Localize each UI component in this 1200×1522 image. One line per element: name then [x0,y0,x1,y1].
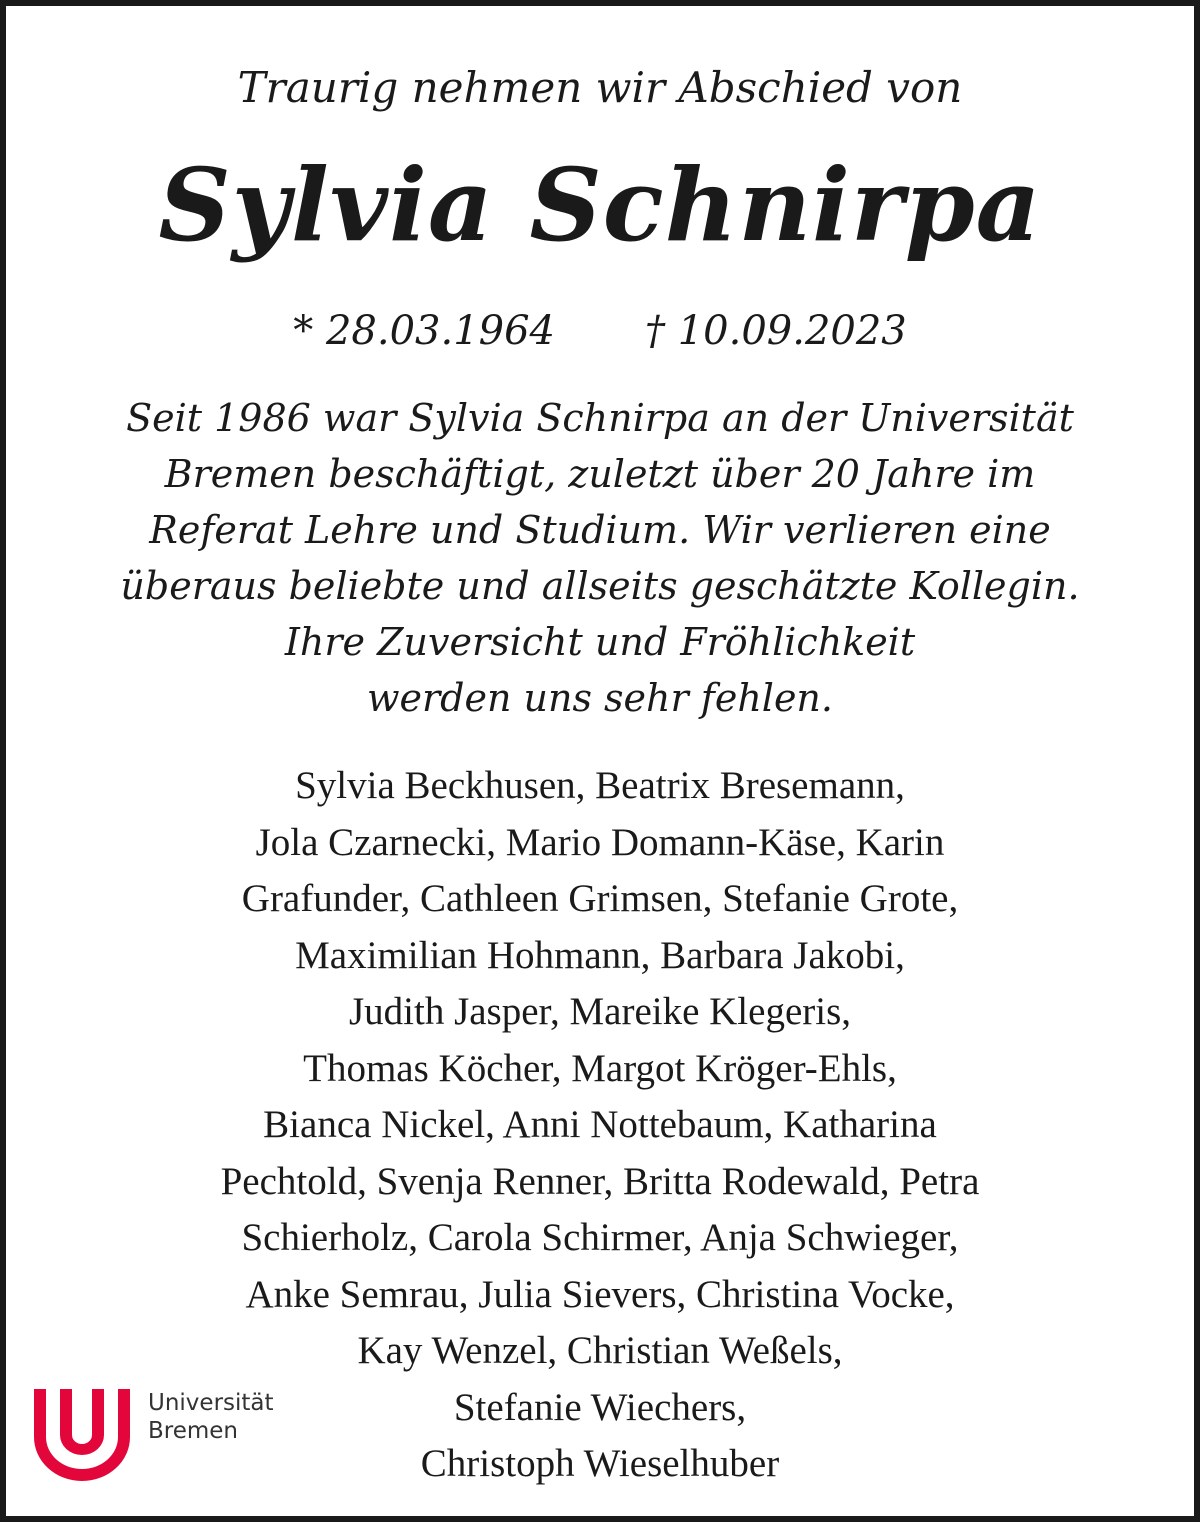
tribute-line: Referat Lehre und Studium. Wir verlieren eine [149,508,1051,552]
mourner-line: Anke Semrau, Julia Sievers, Christina Vocke, [245,1272,955,1316]
mourner-line: Schierholz, Carola Schirmer, Anja Schwieger, [241,1216,959,1259]
tribute-line: werden uns sehr fehlen. [366,676,833,720]
mourner-line: Grafunder, Cathleen Grimsen, Stefanie Grote, [241,877,959,920]
mourner-line: Thomas Köcher, Margot Kröger-Ehls, [303,1046,897,1090]
mourner-line: Sylvia Beckhusen, Beatrix Bresemann, [295,764,905,807]
mourner-line: Maximilian Hohmann, Barbara Jakobi, [295,933,905,977]
logo-wordmark [148,1389,274,1445]
tribute-line: überaus beliebte und allseits geschätzte Kollegin. [120,564,1080,608]
mourner-line: Kay Wenzel, Christian Weßels, [357,1329,843,1372]
logo-line-1: Universität [148,1390,274,1416]
university-u-icon [30,1385,134,1485]
mourner-line: Judith Jasper, Mareike Klegeris, [348,990,852,1033]
mourner-line: Jola Czarnecki, Mario Domann-Käse, Karin [255,820,945,864]
mourner-line: Christoph Wieselhuber [420,1442,780,1485]
university-logo [30,1385,320,1485]
tribute-line: Ihre Zuversicht und Fröhlichkeit [284,620,916,664]
mourner-line: Bianca Nickel, Anni Nottebaum, Katharina [263,1103,937,1146]
tribute-line: Bremen beschäftigt, zuletzt über 20 Jahre im [164,452,1036,496]
mourner-line: Stefanie Wiechers, [453,1385,747,1429]
life-dates [20,305,1180,357]
logo-line-2: Bremen [148,1418,239,1444]
birth-date: * 28.03.1964 [293,308,555,354]
tribute-text [20,390,1180,726]
intro-text: Traurig nehmen wir Abschied von [237,63,963,112]
death-date: † 10.09.2023 [645,308,907,354]
mourners-list [20,758,1180,1493]
deceased-name: Sylvia Schnirpa [158,146,1042,264]
tribute-line: Seit 1986 war Sylvia Schnirpa an der Universität [126,396,1074,440]
mourner-line: Pechtold, Svenja Renner, Britta Rodewald, Petra [220,1159,980,1203]
